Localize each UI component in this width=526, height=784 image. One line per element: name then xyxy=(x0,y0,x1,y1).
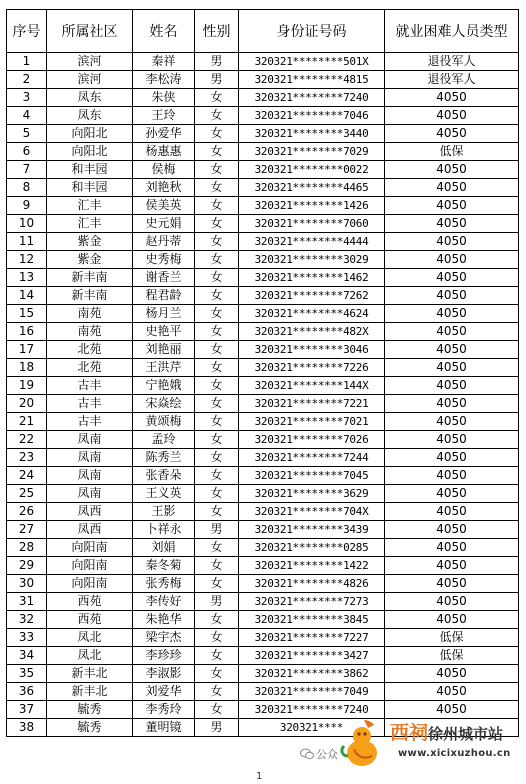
cell-name: 刘艳秋 xyxy=(133,179,195,197)
cell-community: 毓秀 xyxy=(47,701,133,719)
cell-serial: 38 xyxy=(7,719,47,737)
cell-gender: 女 xyxy=(195,557,239,575)
cell-gender: 女 xyxy=(195,179,239,197)
header-id-number: 身份证号码 xyxy=(239,10,385,53)
cell-serial: 2 xyxy=(7,71,47,89)
cell-id-number: 320321********7240 xyxy=(239,701,385,719)
cell-community: 向阳南 xyxy=(47,575,133,593)
cell-name: 李珍珍 xyxy=(133,647,195,665)
cell-difficulty-type: 4050 xyxy=(385,467,519,485)
cell-id-number: 320321********7221 xyxy=(239,395,385,413)
cell-serial: 13 xyxy=(7,269,47,287)
cell-difficulty-type: 4050 xyxy=(385,701,519,719)
cell-name: 李松涛 xyxy=(133,71,195,89)
table-row xyxy=(7,593,519,611)
cell-id-number: 320321********7060 xyxy=(239,215,385,233)
table-row xyxy=(7,629,519,647)
cell-gender: 女 xyxy=(195,287,239,305)
cell-serial: 29 xyxy=(7,557,47,575)
table-row xyxy=(7,521,519,539)
cell-gender: 女 xyxy=(195,197,239,215)
header-name: 姓名 xyxy=(133,10,195,53)
cell-serial: 28 xyxy=(7,539,47,557)
cell-name: 李淑影 xyxy=(133,665,195,683)
table-row xyxy=(7,467,519,485)
table-row xyxy=(7,359,519,377)
table-row xyxy=(7,341,519,359)
cell-gender: 女 xyxy=(195,107,239,125)
table-row xyxy=(7,431,519,449)
cell-difficulty-type: 低保 xyxy=(385,629,519,647)
cell-id-number: 320321**** xyxy=(239,719,385,737)
cell-community: 凤南 xyxy=(47,485,133,503)
cell-difficulty-type: 4050 xyxy=(385,593,519,611)
cell-gender: 女 xyxy=(195,305,239,323)
cell-name: 刘艳丽 xyxy=(133,341,195,359)
table-row xyxy=(7,503,519,521)
cell-gender: 女 xyxy=(195,215,239,233)
cell-community: 北苑 xyxy=(47,341,133,359)
cell-name: 黄颂梅 xyxy=(133,413,195,431)
cell-gender: 男 xyxy=(195,593,239,611)
cell-serial: 27 xyxy=(7,521,47,539)
cell-name: 朱侠 xyxy=(133,89,195,107)
cell-gender: 女 xyxy=(195,485,239,503)
cell-serial: 10 xyxy=(7,215,47,233)
site-url: www.xicixuzhou.cn xyxy=(398,748,511,759)
document-sheet xyxy=(6,9,518,737)
cell-difficulty-type: 4050 xyxy=(385,665,519,683)
cell-id-number: 320321********3440 xyxy=(239,125,385,143)
cell-id-number: 320321********4465 xyxy=(239,179,385,197)
cell-name: 谢香兰 xyxy=(133,269,195,287)
cell-difficulty-type: 4050 xyxy=(385,107,519,125)
cell-name: 宁艳娥 xyxy=(133,377,195,395)
cell-difficulty-type: 4050 xyxy=(385,485,519,503)
table-row xyxy=(7,575,519,593)
cell-gender: 女 xyxy=(195,503,239,521)
cell-name: 王影 xyxy=(133,503,195,521)
cell-name: 孙爱华 xyxy=(133,125,195,143)
cell-name: 侯梅 xyxy=(133,161,195,179)
cell-community: 向阳南 xyxy=(47,557,133,575)
cell-community: 滨河 xyxy=(47,53,133,71)
site-city: 徐州城市站 xyxy=(428,725,504,743)
table-row xyxy=(7,305,519,323)
wechat-icon xyxy=(300,748,314,760)
cell-name: 史秀梅 xyxy=(133,251,195,269)
cell-difficulty-type: 4050 xyxy=(385,431,519,449)
cell-serial: 30 xyxy=(7,575,47,593)
cell-serial: 22 xyxy=(7,431,47,449)
table-row xyxy=(7,485,519,503)
site-name: 西祠 xyxy=(390,722,429,744)
table-row xyxy=(7,161,519,179)
cell-id-number: 320321********7045 xyxy=(239,467,385,485)
cell-difficulty-type: 4050 xyxy=(385,89,519,107)
cell-community: 新丰北 xyxy=(47,683,133,701)
cell-gender: 女 xyxy=(195,665,239,683)
cell-id-number: 320321********1426 xyxy=(239,197,385,215)
cell-name: 张香朵 xyxy=(133,467,195,485)
cell-name: 王义英 xyxy=(133,485,195,503)
table-row xyxy=(7,233,519,251)
cell-community: 和丰园 xyxy=(47,161,133,179)
cell-difficulty-type: 4050 xyxy=(385,269,519,287)
cell-id-number: 320321********4624 xyxy=(239,305,385,323)
cell-name: 杨惠惠 xyxy=(133,143,195,161)
cell-gender: 男 xyxy=(195,521,239,539)
cell-community: 汇丰 xyxy=(47,215,133,233)
header-gender: 性别 xyxy=(195,10,239,53)
cell-difficulty-type: 4050 xyxy=(385,323,519,341)
cell-community: 滨河 xyxy=(47,71,133,89)
cell-community: 新丰南 xyxy=(47,269,133,287)
cell-name: 董明镜 xyxy=(133,719,195,737)
cell-name: 侯美英 xyxy=(133,197,195,215)
cell-gender: 女 xyxy=(195,467,239,485)
table-row xyxy=(7,89,519,107)
cell-gender: 女 xyxy=(195,431,239,449)
cell-name: 王玲 xyxy=(133,107,195,125)
cell-gender: 女 xyxy=(195,359,239,377)
cell-community: 向阳北 xyxy=(47,143,133,161)
cell-community: 凤西 xyxy=(47,503,133,521)
cell-id-number: 320321********1422 xyxy=(239,557,385,575)
table-row xyxy=(7,125,519,143)
cell-id-number: 320321********704X xyxy=(239,503,385,521)
cell-gender: 男 xyxy=(195,71,239,89)
cell-community: 和丰园 xyxy=(47,179,133,197)
cell-id-number: 320321********3845 xyxy=(239,611,385,629)
cell-name: 王洪芹 xyxy=(133,359,195,377)
cell-gender: 女 xyxy=(195,89,239,107)
cell-id-number: 320321********7029 xyxy=(239,143,385,161)
cell-community: 向阳北 xyxy=(47,125,133,143)
cell-serial: 9 xyxy=(7,197,47,215)
cell-id-number: 320321********0285 xyxy=(239,539,385,557)
cell-serial: 17 xyxy=(7,341,47,359)
cell-gender: 女 xyxy=(195,647,239,665)
cell-difficulty-type: 4050 xyxy=(385,233,519,251)
cell-id-number: 320321********1462 xyxy=(239,269,385,287)
cell-serial: 32 xyxy=(7,611,47,629)
cell-name: 孟玲 xyxy=(133,431,195,449)
table-row xyxy=(7,107,519,125)
cell-community: 新丰北 xyxy=(47,665,133,683)
cell-serial: 36 xyxy=(7,683,47,701)
cell-serial: 3 xyxy=(7,89,47,107)
cell-gender: 女 xyxy=(195,683,239,701)
cell-gender: 男 xyxy=(195,53,239,71)
table-row xyxy=(7,179,519,197)
cell-gender: 女 xyxy=(195,575,239,593)
cell-gender: 女 xyxy=(195,143,239,161)
cell-serial: 25 xyxy=(7,485,47,503)
cell-difficulty-type: 4050 xyxy=(385,611,519,629)
table-row xyxy=(7,539,519,557)
table-row xyxy=(7,197,519,215)
cell-serial: 16 xyxy=(7,323,47,341)
cell-serial: 12 xyxy=(7,251,47,269)
cell-gender: 女 xyxy=(195,269,239,287)
cell-id-number: 320321********3439 xyxy=(239,521,385,539)
wechat-text: 公众 xyxy=(316,748,338,761)
site-title xyxy=(390,718,503,745)
table-row xyxy=(7,215,519,233)
header-community: 所属社区 xyxy=(47,10,133,53)
cell-serial: 20 xyxy=(7,395,47,413)
cell-community: 新丰南 xyxy=(47,287,133,305)
cell-difficulty-type: 4050 xyxy=(385,179,519,197)
cell-difficulty-type: 4050 xyxy=(385,305,519,323)
cell-name: 程君龄 xyxy=(133,287,195,305)
cell-gender: 女 xyxy=(195,395,239,413)
table-row xyxy=(7,323,519,341)
cell-serial: 31 xyxy=(7,593,47,611)
cell-difficulty-type: 4050 xyxy=(385,557,519,575)
cell-community: 凤东 xyxy=(47,107,133,125)
cell-difficulty-type: 4050 xyxy=(385,521,519,539)
cell-name: 秦祥 xyxy=(133,53,195,71)
cell-name: 刘爱华 xyxy=(133,683,195,701)
cell-community: 西苑 xyxy=(47,593,133,611)
cell-serial: 8 xyxy=(7,179,47,197)
cell-serial: 18 xyxy=(7,359,47,377)
gourd-logo-icon xyxy=(338,716,390,768)
cell-serial: 21 xyxy=(7,413,47,431)
cell-serial: 5 xyxy=(7,125,47,143)
table-row xyxy=(7,377,519,395)
cell-gender: 女 xyxy=(195,701,239,719)
cell-difficulty-type: 4050 xyxy=(385,251,519,269)
cell-difficulty-type: 4050 xyxy=(385,413,519,431)
cell-serial: 24 xyxy=(7,467,47,485)
wechat-watermark xyxy=(300,746,340,762)
cell-community: 古丰 xyxy=(47,377,133,395)
cell-gender: 女 xyxy=(195,449,239,467)
cell-community: 凤南 xyxy=(47,467,133,485)
cell-gender: 女 xyxy=(195,377,239,395)
table-row xyxy=(7,611,519,629)
cell-gender: 女 xyxy=(195,161,239,179)
cell-name: 卜祥永 xyxy=(133,521,195,539)
table-row xyxy=(7,251,519,269)
cell-id-number: 320321********3427 xyxy=(239,647,385,665)
cell-id-number: 320321********4826 xyxy=(239,575,385,593)
header-serial: 序号 xyxy=(7,10,47,53)
cell-serial: 1 xyxy=(7,53,47,71)
cell-difficulty-type: 4050 xyxy=(385,683,519,701)
cell-gender: 女 xyxy=(195,233,239,251)
cell-id-number: 320321********3046 xyxy=(239,341,385,359)
cell-difficulty-type: 4050 xyxy=(385,377,519,395)
cell-gender: 女 xyxy=(195,539,239,557)
cell-community: 凤北 xyxy=(47,647,133,665)
table-row xyxy=(7,683,519,701)
cell-name: 李传好 xyxy=(133,593,195,611)
cell-name: 刘娟 xyxy=(133,539,195,557)
cell-id-number: 320321********7226 xyxy=(239,359,385,377)
cell-community: 凤南 xyxy=(47,431,133,449)
cell-difficulty-type: 4050 xyxy=(385,215,519,233)
cell-difficulty-type: 4050 xyxy=(385,359,519,377)
cell-serial: 15 xyxy=(7,305,47,323)
cell-community: 凤西 xyxy=(47,521,133,539)
header-difficulty-type: 就业困难人员类型 xyxy=(385,10,519,53)
cell-serial: 35 xyxy=(7,665,47,683)
cell-gender: 女 xyxy=(195,413,239,431)
cell-serial: 33 xyxy=(7,629,47,647)
cell-community: 毓秀 xyxy=(47,719,133,737)
cell-id-number: 320321********4815 xyxy=(239,71,385,89)
cell-id-number: 320321********7021 xyxy=(239,413,385,431)
cell-name: 史元娟 xyxy=(133,215,195,233)
cell-id-number: 320321********144X xyxy=(239,377,385,395)
cell-serial: 7 xyxy=(7,161,47,179)
cell-community: 汇丰 xyxy=(47,197,133,215)
cell-id-number: 320321********7046 xyxy=(239,107,385,125)
cell-difficulty-type: 4050 xyxy=(385,449,519,467)
cell-serial: 34 xyxy=(7,647,47,665)
cell-name: 张秀梅 xyxy=(133,575,195,593)
cell-difficulty-type: 4050 xyxy=(385,575,519,593)
cell-difficulty-type: 4050 xyxy=(385,395,519,413)
table-row xyxy=(7,557,519,575)
cell-id-number: 320321********0022 xyxy=(239,161,385,179)
cell-difficulty-type: 4050 xyxy=(385,125,519,143)
cell-id-number: 320321********3029 xyxy=(239,251,385,269)
table-row xyxy=(7,269,519,287)
table-row xyxy=(7,53,519,71)
cell-difficulty-type: 低保 xyxy=(385,647,519,665)
cell-community: 古丰 xyxy=(47,413,133,431)
cell-difficulty-type: 4050 xyxy=(385,287,519,305)
cell-id-number: 320321********7262 xyxy=(239,287,385,305)
cell-community: 北苑 xyxy=(47,359,133,377)
cell-difficulty-type: 退役军人 xyxy=(385,71,519,89)
cell-community: 凤南 xyxy=(47,449,133,467)
cell-serial: 37 xyxy=(7,701,47,719)
cell-difficulty-type: 低保 xyxy=(385,143,519,161)
table-row xyxy=(7,665,519,683)
cell-name: 赵丹蒂 xyxy=(133,233,195,251)
cell-gender: 女 xyxy=(195,341,239,359)
cell-community: 南苑 xyxy=(47,323,133,341)
cell-gender: 女 xyxy=(195,611,239,629)
cell-community: 紫金 xyxy=(47,251,133,269)
table-row xyxy=(7,71,519,89)
table-row xyxy=(7,449,519,467)
cell-serial: 11 xyxy=(7,233,47,251)
cell-name: 梁宇杰 xyxy=(133,629,195,647)
cell-name: 朱艳华 xyxy=(133,611,195,629)
cell-gender: 女 xyxy=(195,251,239,269)
cell-difficulty-type: 4050 xyxy=(385,341,519,359)
cell-id-number: 320321********7240 xyxy=(239,89,385,107)
cell-serial: 26 xyxy=(7,503,47,521)
cell-id-number: 320321********7273 xyxy=(239,593,385,611)
cell-id-number: 320321********501X xyxy=(239,53,385,71)
cell-difficulty-type: 退役军人 xyxy=(385,53,519,71)
cell-id-number: 320321********482X xyxy=(239,323,385,341)
cell-community: 向阳南 xyxy=(47,539,133,557)
cell-gender: 女 xyxy=(195,629,239,647)
cell-serial: 4 xyxy=(7,107,47,125)
cell-serial: 19 xyxy=(7,377,47,395)
table-row xyxy=(7,143,519,161)
cell-gender: 女 xyxy=(195,125,239,143)
cell-community: 南苑 xyxy=(47,305,133,323)
cell-id-number: 320321********4444 xyxy=(239,233,385,251)
page-number: 1 xyxy=(256,771,263,782)
cell-difficulty-type: 4050 xyxy=(385,161,519,179)
cell-serial: 6 xyxy=(7,143,47,161)
table-row xyxy=(7,287,519,305)
cell-community: 凤北 xyxy=(47,629,133,647)
cell-name: 秦冬菊 xyxy=(133,557,195,575)
cell-name: 杨月兰 xyxy=(133,305,195,323)
table-row xyxy=(7,413,519,431)
cell-name: 李秀玲 xyxy=(133,701,195,719)
cell-serial: 23 xyxy=(7,449,47,467)
cell-id-number: 320321********7049 xyxy=(239,683,385,701)
employment-difficulty-table xyxy=(6,9,519,737)
table-header-row xyxy=(7,10,519,53)
cell-name: 史艳平 xyxy=(133,323,195,341)
table-body xyxy=(7,53,519,737)
cell-gender: 女 xyxy=(195,323,239,341)
cell-difficulty-type: 4050 xyxy=(385,503,519,521)
cell-id-number: 320321********7244 xyxy=(239,449,385,467)
cell-name: 陈秀兰 xyxy=(133,449,195,467)
cell-gender: 男 xyxy=(195,719,239,737)
table-row xyxy=(7,395,519,413)
cell-name: 宋焱绘 xyxy=(133,395,195,413)
cell-id-number: 320321********7026 xyxy=(239,431,385,449)
cell-community: 紫金 xyxy=(47,233,133,251)
table-row xyxy=(7,647,519,665)
cell-id-number: 320321********3862 xyxy=(239,665,385,683)
cell-difficulty-type: 4050 xyxy=(385,197,519,215)
cell-community: 古丰 xyxy=(47,395,133,413)
cell-id-number: 320321********3629 xyxy=(239,485,385,503)
cell-difficulty-type: 4050 xyxy=(385,539,519,557)
cell-id-number: 320321********7227 xyxy=(239,629,385,647)
site-watermark xyxy=(300,712,522,772)
cell-serial: 14 xyxy=(7,287,47,305)
cell-community: 凤东 xyxy=(47,89,133,107)
cell-community: 西苑 xyxy=(47,611,133,629)
